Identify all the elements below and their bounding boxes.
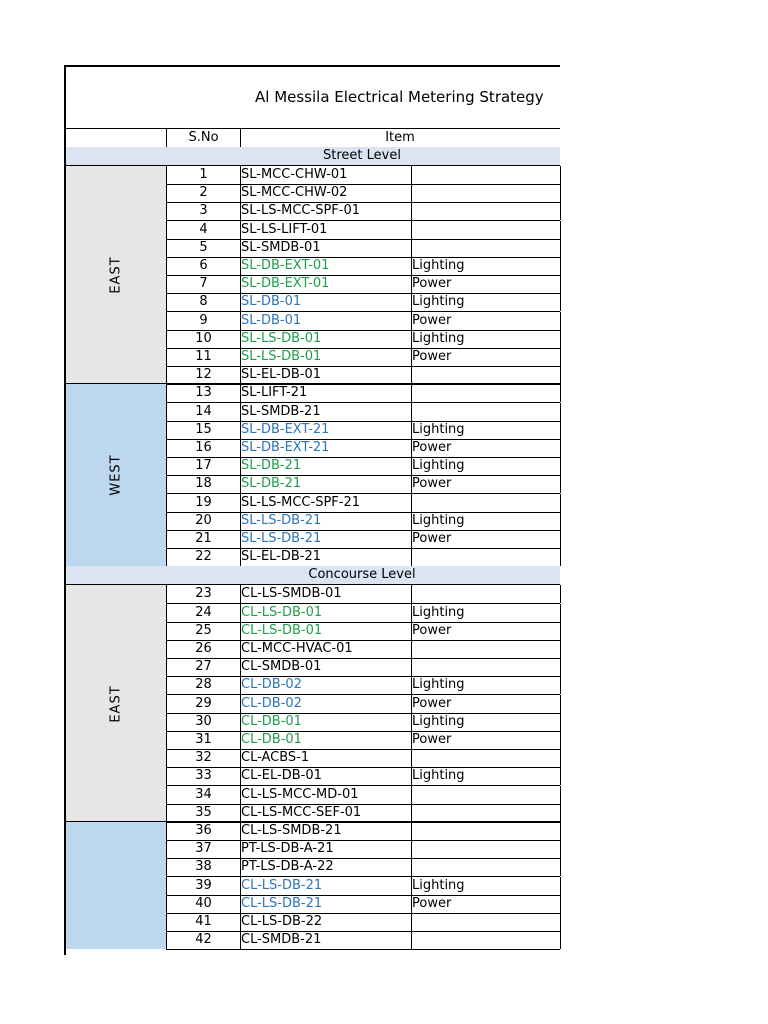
cell-item[interactable]: SL-DB-21 xyxy=(240,475,412,493)
cell-type[interactable] xyxy=(411,931,561,949)
cell-sno[interactable]: 9 xyxy=(166,312,241,330)
cell-sno[interactable]: 6 xyxy=(166,257,241,275)
cell-type[interactable] xyxy=(411,804,561,822)
table-row xyxy=(166,858,560,877)
cell-item[interactable]: SL-LS-DB-01 xyxy=(240,330,412,348)
cell-type[interactable]: Lighting xyxy=(411,767,561,785)
table-row xyxy=(166,604,560,623)
cell-type[interactable]: Lighting xyxy=(411,421,561,439)
group-label: EAST xyxy=(108,684,124,723)
group-cell-east[interactable] xyxy=(66,166,167,384)
cell-sno[interactable]: 40 xyxy=(166,895,241,913)
cell-sno[interactable]: 17 xyxy=(166,457,241,475)
table-row xyxy=(166,695,560,714)
cell-type[interactable] xyxy=(411,221,561,239)
cell-sno[interactable]: 38 xyxy=(166,858,241,876)
cell-sno[interactable]: 34 xyxy=(166,786,241,804)
cell-item[interactable]: SL-EL-DB-21 xyxy=(240,548,412,566)
cell-item[interactable]: CL-LS-SMDB-21 xyxy=(240,822,412,840)
cell-type[interactable] xyxy=(411,366,561,384)
table-row xyxy=(166,749,560,768)
cell-type[interactable]: Power xyxy=(411,475,561,493)
cell-item[interactable]: CL-LS-MCC-SEF-01 xyxy=(240,804,412,822)
group-cell-unlabeled[interactable] xyxy=(66,822,167,949)
cell-sno[interactable]: 29 xyxy=(166,695,241,713)
cell-type[interactable]: Power xyxy=(411,695,561,713)
cell-type[interactable] xyxy=(411,202,561,220)
cell-sno[interactable]: 13 xyxy=(166,384,241,402)
table-row xyxy=(166,895,560,914)
cell-item[interactable]: CL-LS-DB-21 xyxy=(240,895,412,913)
group-label: EAST xyxy=(108,256,124,294)
table-row xyxy=(166,931,560,950)
cell-item[interactable]: PT-LS-DB-A-21 xyxy=(240,840,412,858)
table-row xyxy=(166,421,560,440)
cell-type[interactable] xyxy=(411,640,561,658)
table-row xyxy=(166,257,560,276)
cell-type[interactable] xyxy=(411,840,561,858)
cell-type[interactable]: Power xyxy=(411,312,561,330)
table-row xyxy=(166,275,560,294)
cell-sno[interactable]: 26 xyxy=(166,640,241,658)
cell-type[interactable] xyxy=(411,239,561,257)
header-row xyxy=(66,128,560,148)
cell-item[interactable]: SL-DB-EXT-21 xyxy=(240,439,412,457)
table-row xyxy=(166,640,560,659)
cell-sno[interactable]: 24 xyxy=(166,604,241,622)
cell-item[interactable]: SL-LS-DB-21 xyxy=(240,512,412,530)
cell-item[interactable]: SL-LS-DB-21 xyxy=(240,530,412,548)
cell-item[interactable]: CL-LS-SMDB-01 xyxy=(240,585,412,603)
cell-type[interactable] xyxy=(411,786,561,804)
table-row xyxy=(166,457,560,476)
cell-sno[interactable]: 30 xyxy=(166,713,241,731)
table-row xyxy=(166,384,560,403)
cell-type[interactable]: Power xyxy=(411,622,561,640)
table-row xyxy=(166,913,560,932)
cell-item[interactable]: CL-DB-01 xyxy=(240,713,412,731)
cell-item[interactable]: CL-ACBS-1 xyxy=(240,749,412,767)
cell-sno[interactable]: 23 xyxy=(166,585,241,603)
table-row xyxy=(166,239,560,258)
cell-item[interactable]: SL-MCC-CHW-02 xyxy=(240,184,412,202)
header-sno[interactable]: S.No xyxy=(167,129,241,147)
cell-item[interactable]: SL-MCC-CHW-01 xyxy=(240,166,412,184)
cell-sno[interactable]: 4 xyxy=(166,221,241,239)
cell-sno[interactable]: 31 xyxy=(166,731,241,749)
cell-type[interactable] xyxy=(411,822,561,840)
cell-type[interactable]: Lighting xyxy=(411,676,561,694)
cell-sno[interactable]: 1 xyxy=(166,166,241,184)
cell-type[interactable]: Power xyxy=(411,731,561,749)
cell-sno[interactable]: 25 xyxy=(166,622,241,640)
cell-item[interactable]: SL-SMDB-21 xyxy=(240,403,412,421)
cell-sno[interactable]: 7 xyxy=(166,275,241,293)
group-label: WEST xyxy=(108,454,124,496)
table-row xyxy=(166,548,560,567)
group-cell-east[interactable] xyxy=(66,585,167,822)
table-row xyxy=(166,312,560,331)
table-row xyxy=(166,731,560,750)
table-row xyxy=(166,585,560,604)
cell-item[interactable]: SL-DB-EXT-01 xyxy=(240,257,412,275)
cell-type[interactable] xyxy=(411,184,561,202)
cell-sno[interactable]: 36 xyxy=(166,822,241,840)
cell-sno[interactable]: 33 xyxy=(166,767,241,785)
cell-sno[interactable]: 32 xyxy=(166,749,241,767)
cell-sno[interactable]: 5 xyxy=(166,239,241,257)
cell-type[interactable] xyxy=(411,403,561,421)
table-row xyxy=(166,221,560,240)
cell-item[interactable]: SL-DB-01 xyxy=(240,312,412,330)
cell-sno[interactable]: 37 xyxy=(166,840,241,858)
header-item[interactable]: Item xyxy=(385,130,415,145)
cell-item[interactable]: CL-DB-02 xyxy=(240,695,412,713)
cell-sno[interactable]: 22 xyxy=(166,548,241,566)
cell-type[interactable] xyxy=(411,494,561,512)
table-row xyxy=(166,622,560,641)
cell-type[interactable] xyxy=(411,658,561,676)
table-row xyxy=(166,767,560,786)
table-row xyxy=(166,840,560,859)
cell-type[interactable] xyxy=(411,548,561,566)
cell-type[interactable]: Power xyxy=(411,530,561,548)
cell-item[interactable]: CL-MCC-HVAC-01 xyxy=(240,640,412,658)
cell-sno[interactable]: 11 xyxy=(166,348,241,366)
cell-type[interactable]: Lighting xyxy=(411,293,561,311)
cell-sno[interactable]: 16 xyxy=(166,439,241,457)
cell-sno[interactable]: 19 xyxy=(166,494,241,512)
cell-type[interactable]: Lighting xyxy=(411,877,561,895)
section-label: Concourse Level xyxy=(308,567,416,582)
cell-sno[interactable]: 28 xyxy=(166,676,241,694)
section-header[interactable] xyxy=(66,566,560,585)
section-label: Street Level xyxy=(323,148,401,163)
cell-sno[interactable]: 35 xyxy=(166,804,241,822)
cell-type[interactable] xyxy=(411,384,561,402)
cell-type[interactable] xyxy=(411,858,561,876)
table-row xyxy=(166,786,560,805)
cell-item[interactable]: CL-LS-DB-21 xyxy=(240,877,412,895)
cell-sno[interactable]: 20 xyxy=(166,512,241,530)
cell-item[interactable]: SL-DB-EXT-21 xyxy=(240,421,412,439)
cell-item[interactable]: SL-DB-EXT-01 xyxy=(240,275,412,293)
cell-item[interactable]: CL-LS-DB-22 xyxy=(240,913,412,931)
table-row xyxy=(166,713,560,732)
cell-item[interactable]: SL-LS-MCC-SPF-01 xyxy=(240,202,412,220)
table-row xyxy=(166,293,560,312)
cell-item[interactable]: CL-LS-DB-01 xyxy=(240,622,412,640)
cell-item[interactable]: CL-DB-02 xyxy=(240,676,412,694)
table-row xyxy=(166,676,560,695)
cell-item[interactable]: SL-LS-LIFT-01 xyxy=(240,221,412,239)
table-row xyxy=(166,202,560,221)
cell-item[interactable]: CL-EL-DB-01 xyxy=(240,767,412,785)
cell-type[interactable]: Power xyxy=(411,895,561,913)
section-header[interactable] xyxy=(66,147,560,166)
cell-type[interactable] xyxy=(411,166,561,184)
cell-sno[interactable]: 10 xyxy=(166,330,241,348)
table-row xyxy=(166,184,560,203)
cell-sno[interactable]: 42 xyxy=(166,931,241,949)
cell-sno[interactable]: 3 xyxy=(166,202,241,220)
table-row xyxy=(166,512,560,531)
cell-item[interactable]: CL-SMDB-01 xyxy=(240,658,412,676)
cell-type[interactable]: Power xyxy=(411,348,561,366)
cell-type[interactable]: Lighting xyxy=(411,330,561,348)
sheet-title: Al Messila Electrical Metering Strategy xyxy=(255,88,544,106)
table-row xyxy=(166,877,560,896)
cell-type[interactable] xyxy=(411,749,561,767)
cell-sno[interactable]: 15 xyxy=(166,421,241,439)
table-row xyxy=(166,439,560,458)
cell-item[interactable]: CL-SMDB-21 xyxy=(240,931,412,949)
cell-sno[interactable]: 41 xyxy=(166,913,241,931)
cell-sno[interactable]: 2 xyxy=(166,184,241,202)
table-row xyxy=(166,822,560,841)
cell-item[interactable]: CL-LS-DB-01 xyxy=(240,604,412,622)
cell-item[interactable]: SL-LS-MCC-SPF-21 xyxy=(240,494,412,512)
table-row xyxy=(166,530,560,549)
cell-sno[interactable]: 21 xyxy=(166,530,241,548)
cell-item[interactable]: SL-DB-01 xyxy=(240,293,412,311)
cell-item[interactable]: SL-LIFT-21 xyxy=(240,384,412,402)
cell-sno[interactable]: 8 xyxy=(166,293,241,311)
cell-item[interactable]: SL-LS-DB-01 xyxy=(240,348,412,366)
cell-type[interactable]: Power xyxy=(411,275,561,293)
cell-item[interactable]: CL-DB-01 xyxy=(240,731,412,749)
title-cell[interactable] xyxy=(66,67,560,128)
table-row xyxy=(166,348,560,367)
table-row xyxy=(166,166,560,185)
cell-type[interactable]: Lighting xyxy=(411,512,561,530)
table-row xyxy=(166,330,560,349)
table-row xyxy=(166,658,560,677)
cell-type[interactable]: Lighting xyxy=(411,457,561,475)
cell-sno[interactable]: 12 xyxy=(166,366,241,384)
cell-sno[interactable]: 14 xyxy=(166,403,241,421)
cell-item[interactable]: PT-LS-DB-A-22 xyxy=(240,858,412,876)
header-blank-cell[interactable] xyxy=(66,129,167,147)
cell-type[interactable]: Lighting xyxy=(411,604,561,622)
cell-type[interactable]: Lighting xyxy=(411,713,561,731)
cell-sno[interactable]: 39 xyxy=(166,877,241,895)
cell-sno[interactable]: 18 xyxy=(166,475,241,493)
cell-sno[interactable]: 27 xyxy=(166,658,241,676)
cell-type[interactable]: Lighting xyxy=(411,257,561,275)
table-row xyxy=(166,494,560,513)
table-row xyxy=(166,475,560,494)
cell-type[interactable] xyxy=(411,585,561,603)
cell-item[interactable]: CL-LS-MCC-MD-01 xyxy=(240,786,412,804)
cell-type[interactable] xyxy=(411,913,561,931)
group-cell-west[interactable] xyxy=(66,384,167,566)
cell-item[interactable]: SL-SMDB-01 xyxy=(240,239,412,257)
table-row xyxy=(166,403,560,422)
cell-type[interactable]: Power xyxy=(411,439,561,457)
cell-item[interactable]: SL-EL-DB-01 xyxy=(240,366,412,384)
cell-item[interactable]: SL-DB-21 xyxy=(240,457,412,475)
